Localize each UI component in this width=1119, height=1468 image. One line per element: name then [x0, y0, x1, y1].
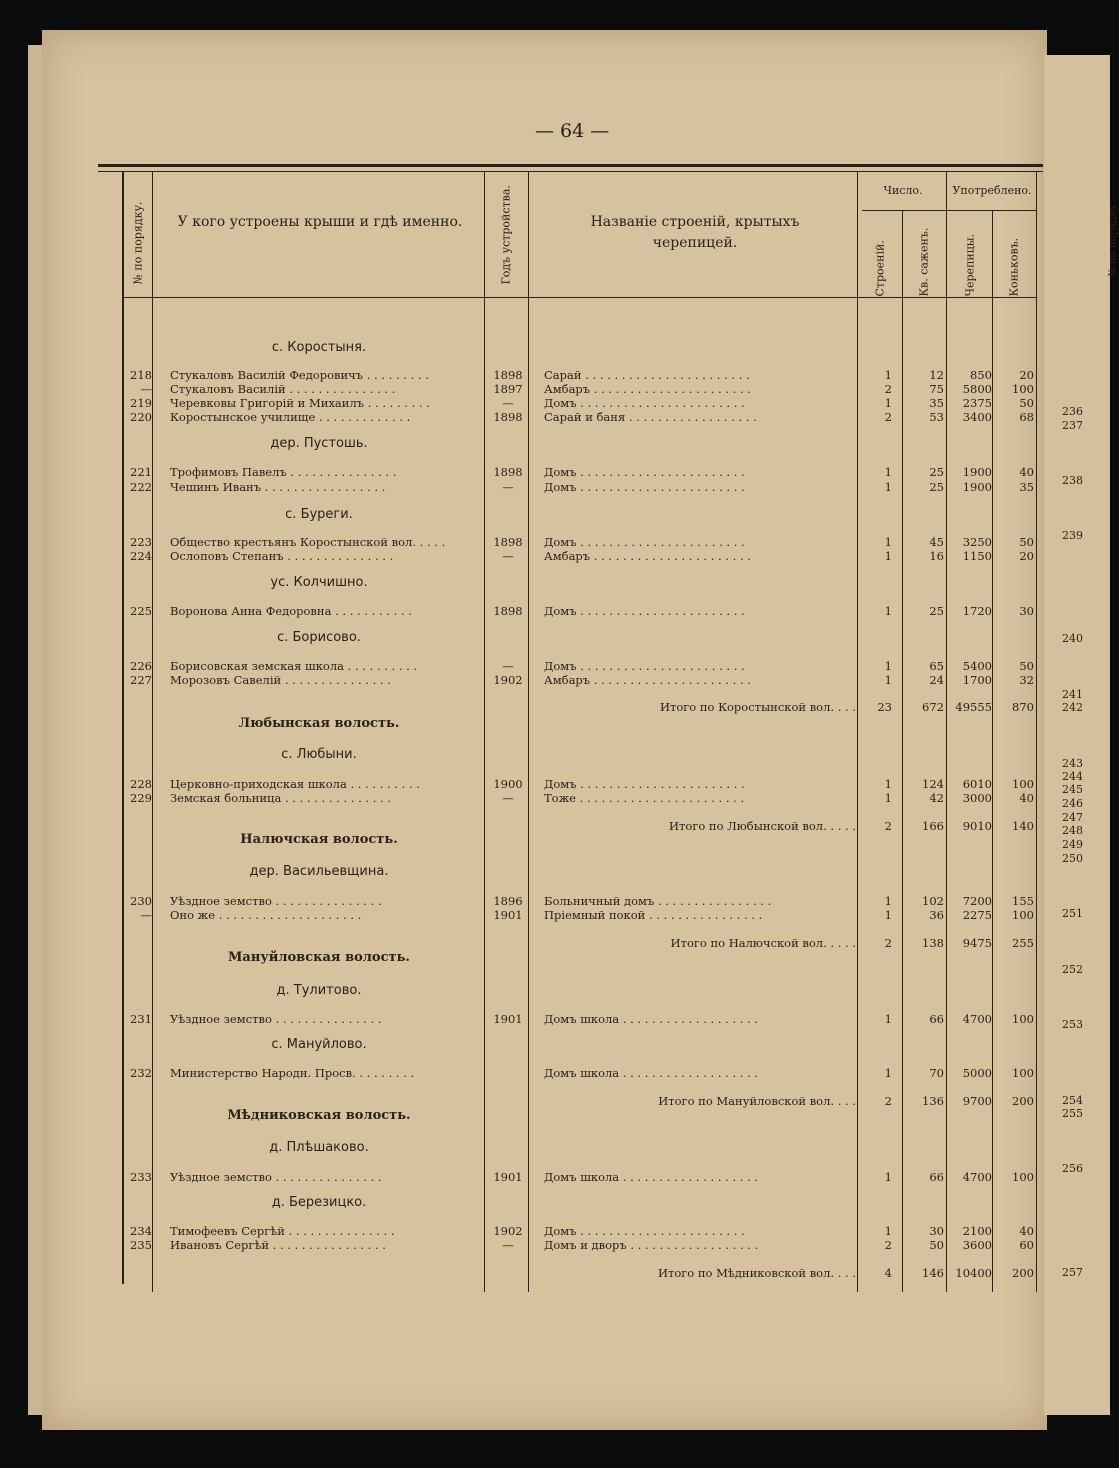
place-heading: с. Мануйлово.	[271, 1037, 367, 1052]
col-line	[484, 172, 485, 1292]
next-page-strip	[1044, 55, 1110, 1415]
row-num: 229	[130, 791, 152, 805]
row-num: —	[140, 382, 152, 396]
next-page-num: 254	[1062, 1094, 1083, 1107]
row-num: 223	[130, 535, 152, 549]
table-row	[124, 1224, 1036, 1238]
next-page-num: 243	[1062, 757, 1083, 770]
row-num: 226	[130, 659, 152, 673]
table-row	[124, 410, 1036, 424]
total-sq: 672	[922, 700, 944, 714]
row-tiles: 3000	[962, 791, 992, 805]
place-heading: дер. Васильевщина.	[249, 864, 389, 879]
row-num: 233	[130, 1170, 152, 1184]
row-owner: Стукаловъ Василій Федоровичъ . . . . . . . . .	[170, 368, 429, 382]
header-buildings: Строеній.	[873, 240, 887, 297]
col-line	[122, 172, 124, 1284]
row-tiles: 5800	[962, 382, 992, 396]
total-label: Итого по Мануйловской вол. . . .	[658, 1094, 856, 1108]
row-owner: Тимофеевъ Сергѣй . . . . . . . . . . . . . . .	[170, 1224, 395, 1238]
volost-heading: Любынская волость.	[238, 716, 400, 731]
total-ridges: 140	[1012, 819, 1034, 833]
row-tiles: 7200	[962, 894, 992, 908]
row-year: 1896	[493, 894, 523, 908]
row-building: Амбаръ . . . . . . . . . . . . . . . . . . . . . .	[544, 382, 751, 396]
place-heading: д. Тулитово.	[276, 983, 362, 998]
col-line	[857, 172, 858, 1292]
place-heading: с. Борисово.	[277, 630, 361, 645]
row-year: —	[502, 549, 514, 563]
row-year: 1902	[493, 1224, 523, 1238]
top-rule	[98, 164, 1043, 167]
row-year: —	[502, 396, 514, 410]
row-buildings: 1	[884, 659, 892, 673]
header-count-group: Число.	[883, 184, 923, 197]
header-rule	[122, 297, 1036, 298]
row-num: 235	[130, 1238, 152, 1252]
row-building: Пріемный покой . . . . . . . . . . . . . . . .	[544, 908, 763, 922]
header-building: Названіе строеній, крытыхъ черепицей.	[590, 214, 800, 251]
row-building: Домъ . . . . . . . . . . . . . . . . . . . . . . .	[544, 480, 745, 494]
total-row	[124, 819, 1036, 833]
row-tiles: 1700	[962, 673, 992, 687]
next-page-num: 255	[1062, 1107, 1083, 1120]
row-num: 231	[130, 1012, 152, 1026]
row-year: 1901	[493, 908, 523, 922]
row-tiles: 850	[970, 368, 992, 382]
row-year: 1898	[493, 465, 523, 479]
header-who: У кого устроены крыши и гдѣ именно.	[177, 214, 463, 230]
row-buildings: 1	[884, 894, 892, 908]
total-sq: 138	[922, 936, 944, 950]
next-page-num: 245	[1062, 783, 1083, 796]
place-heading: дер. Пустошь.	[270, 436, 368, 451]
row-buildings: 1	[884, 604, 892, 618]
total-tiles: 9010	[962, 819, 992, 833]
row-building: Домъ школа . . . . . . . . . . . . . . . . . . .	[544, 1066, 759, 1080]
row-year: —	[502, 659, 514, 673]
row-building: Домъ школа . . . . . . . . . . . . . . . . . . .	[544, 1170, 759, 1184]
row-buildings: 1	[884, 777, 892, 791]
row-tiles: 4700	[962, 1170, 992, 1184]
row-sq: 45	[929, 535, 944, 549]
row-owner: Ивановъ Сергѣй . . . . . . . . . . . . . . . .	[170, 1238, 386, 1252]
row-tiles: 3250	[962, 535, 992, 549]
table-row	[124, 1012, 1036, 1026]
col-line	[152, 172, 153, 1292]
row-buildings: 1	[884, 465, 892, 479]
row-owner: Борисовская земская школа . . . . . . . . . .	[170, 659, 418, 673]
row-sq: 70	[929, 1066, 944, 1080]
row-building: Домъ . . . . . . . . . . . . . . . . . . . . . . .	[544, 777, 745, 791]
table-row	[124, 604, 1036, 618]
row-ridges: 35	[1019, 480, 1034, 494]
row-buildings: 1	[884, 368, 892, 382]
row-sq: 50	[929, 1238, 944, 1252]
row-ridges: 100	[1012, 777, 1034, 791]
row-tiles: 5000	[962, 1066, 992, 1080]
row-owner: Черевковы Григорій и Михаилъ . . . . . . . . .	[170, 396, 430, 410]
row-buildings: 2	[884, 382, 892, 396]
total-tiles: 49555	[955, 700, 992, 714]
row-ridges: 50	[1019, 396, 1034, 410]
row-num: 225	[130, 604, 152, 618]
next-page-num: 241	[1062, 688, 1083, 701]
next-page-num: 251	[1062, 907, 1083, 920]
row-building: Амбаръ . . . . . . . . . . . . . . . . . . . . . .	[544, 673, 751, 687]
next-page-num: 236	[1062, 405, 1083, 418]
place-heading: д. Плѣшаково.	[269, 1140, 369, 1155]
row-sq: 75	[929, 382, 944, 396]
next-page-num: 248	[1062, 824, 1083, 837]
row-owner: Оно же . . . . . . . . . . . . . . . . . . . .	[170, 908, 362, 922]
row-owner: Морозовъ Савелій . . . . . . . . . . . . . . .	[170, 673, 391, 687]
total-sq: 166	[922, 819, 944, 833]
next-page-num: 244	[1062, 770, 1083, 783]
table-row	[124, 1066, 1036, 1080]
row-tiles: 4700	[962, 1012, 992, 1026]
row-sq: 66	[929, 1012, 944, 1026]
volost-heading: Мѣдниковская волость.	[227, 1108, 411, 1123]
total-row	[124, 1094, 1036, 1108]
row-building: Домъ и дворъ . . . . . . . . . . . . . . . . . .	[544, 1238, 759, 1252]
row-ridges: 50	[1019, 535, 1034, 549]
row-tiles: 3600	[962, 1238, 992, 1252]
row-tiles: 5400	[962, 659, 992, 673]
row-num: 228	[130, 777, 152, 791]
row-ridges: 100	[1012, 1012, 1034, 1026]
row-ridges: 68	[1019, 410, 1034, 424]
row-num: 222	[130, 480, 152, 494]
table-row	[124, 549, 1036, 563]
table-row	[124, 1238, 1036, 1252]
row-year: —	[502, 1238, 514, 1252]
row-tiles: 1900	[962, 480, 992, 494]
row-ridges: 100	[1012, 908, 1034, 922]
total-buildings: 2	[884, 819, 892, 833]
row-sq: 30	[929, 1224, 944, 1238]
total-tiles: 10400	[955, 1266, 992, 1280]
row-owner: Церковно-приходская школа . . . . . . . . . .	[170, 777, 420, 791]
header-year: Годъ устройства.	[499, 185, 513, 285]
next-page-num: 242	[1062, 701, 1083, 714]
top-rule-thin	[98, 171, 1043, 172]
row-ridges: 40	[1019, 1224, 1034, 1238]
header-ridges: Коньковъ.	[1007, 237, 1021, 297]
total-label: Итого по Коростынской вол. . . .	[659, 700, 856, 714]
row-building: Домъ . . . . . . . . . . . . . . . . . . . . . . .	[544, 465, 745, 479]
next-page-num: 253	[1062, 1018, 1083, 1031]
row-buildings: 1	[884, 791, 892, 805]
next-page-num: 237	[1062, 419, 1083, 432]
row-owner: Уѣздное земство . . . . . . . . . . . . . . .	[170, 894, 382, 908]
total-buildings: 23	[877, 700, 892, 714]
row-sq: 25	[929, 480, 944, 494]
total-label: Итого по Мѣдниковской вол. . . .	[657, 1266, 856, 1280]
row-num: 232	[130, 1066, 152, 1080]
row-sq: 24	[929, 673, 944, 687]
row-building: Домъ . . . . . . . . . . . . . . . . . . . . . . .	[544, 659, 745, 673]
row-year: 1901	[493, 1012, 523, 1026]
total-tiles: 9475	[962, 936, 992, 950]
next-page-num: 250	[1062, 852, 1083, 865]
next-page-num: 239	[1062, 529, 1083, 542]
row-tiles: 1150	[962, 549, 992, 563]
header-tiles: Черепицы.	[963, 233, 977, 297]
row-year: 1902	[493, 673, 523, 687]
table-row	[124, 480, 1036, 494]
row-building: Больничный домъ . . . . . . . . . . . . . . . .	[544, 894, 772, 908]
total-sq: 136	[922, 1094, 944, 1108]
row-building: Домъ школа . . . . . . . . . . . . . . . . . . .	[544, 1012, 759, 1026]
row-buildings: 1	[884, 1224, 892, 1238]
table-row	[124, 382, 1036, 396]
row-owner: Стукаловъ Василій . . . . . . . . . . . . . . .	[170, 382, 396, 396]
row-sq: 12	[929, 368, 944, 382]
row-num: 219	[130, 396, 152, 410]
next-page-num: 252	[1062, 963, 1083, 976]
row-building: Домъ . . . . . . . . . . . . . . . . . . . . . . .	[544, 535, 745, 549]
row-owner: Министерство Народн. Просв. . . . . . . . .	[170, 1066, 415, 1080]
row-ridges: 40	[1019, 465, 1034, 479]
table-row	[124, 908, 1036, 922]
next-page-num: 249	[1062, 838, 1083, 851]
next-page-num: 240	[1062, 632, 1083, 645]
volost-heading: Налючская волость.	[240, 832, 398, 847]
row-ridges: 40	[1019, 791, 1034, 805]
row-building: Домъ . . . . . . . . . . . . . . . . . . . . . . .	[544, 604, 745, 618]
header-used-group: Употреблено.	[952, 184, 1032, 197]
total-buildings: 4	[884, 1266, 892, 1280]
row-ridges: 100	[1012, 1066, 1034, 1080]
row-buildings: 2	[884, 410, 892, 424]
header-sq-sazhen: Кв. саженъ.	[917, 227, 931, 297]
row-ridges: 100	[1012, 1170, 1034, 1184]
row-sq: 102	[922, 894, 944, 908]
table-row	[124, 673, 1036, 687]
total-ridges: 200	[1012, 1266, 1034, 1280]
row-num: 230	[130, 894, 152, 908]
table-row	[124, 659, 1036, 673]
volost-heading: Мануйловская волость.	[228, 950, 410, 965]
row-tiles: 2100	[962, 1224, 992, 1238]
row-year: 1898	[493, 410, 523, 424]
total-label: Итого по Любынской вол. . . . .	[669, 819, 856, 833]
row-sq: 25	[929, 465, 944, 479]
next-page-num: 257	[1062, 1266, 1083, 1279]
row-num: 221	[130, 465, 152, 479]
table-row	[124, 791, 1036, 805]
col-line	[528, 172, 529, 1292]
group-rule	[862, 210, 1036, 211]
row-ridges: 20	[1019, 549, 1034, 563]
row-sq: 36	[929, 908, 944, 922]
place-heading: д. Березицко.	[271, 1195, 367, 1210]
row-owner: Чешинъ Иванъ . . . . . . . . . . . . . . . . .	[170, 480, 386, 494]
row-year: 1898	[493, 535, 523, 549]
col-line	[946, 172, 947, 1292]
row-num: —	[140, 908, 152, 922]
total-row	[124, 700, 1036, 714]
row-buildings: 1	[884, 673, 892, 687]
row-building: Домъ . . . . . . . . . . . . . . . . . . . . . . .	[544, 396, 745, 410]
table-row	[124, 396, 1036, 410]
row-building: Амбаръ . . . . . . . . . . . . . . . . . . . . . .	[544, 549, 751, 563]
row-num: 224	[130, 549, 152, 563]
table-row	[124, 1170, 1036, 1184]
next-page-header: № по порядку.	[1107, 201, 1119, 277]
next-page-num: 256	[1062, 1162, 1083, 1175]
row-buildings: 2	[884, 1238, 892, 1252]
row-owner: Воронова Анна Федоровна . . . . . . . . . . .	[170, 604, 412, 618]
next-page-num: 238	[1062, 474, 1083, 487]
next-page-num: 246	[1062, 797, 1083, 810]
row-buildings: 1	[884, 908, 892, 922]
table-row	[124, 894, 1036, 908]
place-heading: с. Коростыня.	[271, 340, 367, 355]
row-owner: Трофимовъ Павелъ . . . . . . . . . . . . . . .	[170, 465, 397, 479]
row-tiles: 2375	[962, 396, 992, 410]
table-row	[124, 777, 1036, 791]
total-ridges: 870	[1012, 700, 1034, 714]
row-owner: Общество крестьянъ Коростынской вол. . . . .	[170, 535, 446, 549]
row-year: 1901	[493, 1170, 523, 1184]
row-buildings: 1	[884, 396, 892, 410]
row-sq: 42	[929, 791, 944, 805]
row-ridges: 32	[1019, 673, 1034, 687]
row-buildings: 1	[884, 1066, 892, 1080]
place-heading: ус. Колчишно.	[270, 575, 368, 590]
row-owner: Земская больница . . . . . . . . . . . . . . .	[170, 791, 391, 805]
row-ridges: 155	[1012, 894, 1034, 908]
row-buildings: 1	[884, 480, 892, 494]
table-row	[124, 368, 1036, 382]
row-sq: 66	[929, 1170, 944, 1184]
total-buildings: 2	[884, 1094, 892, 1108]
row-building: Тоже . . . . . . . . . . . . . . . . . . . . . . .	[544, 791, 745, 805]
page-number: — 64 —	[535, 120, 610, 142]
row-ridges: 100	[1012, 382, 1034, 396]
next-page-num: 247	[1062, 811, 1083, 824]
row-building: Сарай и баня . . . . . . . . . . . . . . . . . .	[544, 410, 757, 424]
row-owner: Ослоповъ Степанъ . . . . . . . . . . . . . . .	[170, 549, 394, 563]
row-num: 234	[130, 1224, 152, 1238]
row-tiles: 6010	[962, 777, 992, 791]
row-ridges: 30	[1019, 604, 1034, 618]
total-sq: 146	[922, 1266, 944, 1280]
row-ridges: 50	[1019, 659, 1034, 673]
row-owner: Уѣздное земство . . . . . . . . . . . . . . .	[170, 1170, 382, 1184]
row-num: 227	[130, 673, 152, 687]
row-year: 1898	[493, 368, 523, 382]
total-ridges: 255	[1012, 936, 1034, 950]
row-sq: 16	[929, 549, 944, 563]
row-sq: 35	[929, 396, 944, 410]
total-buildings: 2	[884, 936, 892, 950]
total-ridges: 200	[1012, 1094, 1034, 1108]
row-year: 1898	[493, 604, 523, 618]
table-row	[124, 465, 1036, 479]
row-ridges: 20	[1019, 368, 1034, 382]
row-year: 1900	[493, 777, 523, 791]
row-sq: 65	[929, 659, 944, 673]
row-buildings: 1	[884, 1170, 892, 1184]
row-tiles: 2275	[962, 908, 992, 922]
row-building: Домъ . . . . . . . . . . . . . . . . . . . . . . .	[544, 1224, 745, 1238]
row-buildings: 1	[884, 1012, 892, 1026]
row-sq: 124	[922, 777, 944, 791]
row-num: 218	[130, 368, 152, 382]
total-tiles: 9700	[962, 1094, 992, 1108]
row-buildings: 1	[884, 535, 892, 549]
place-heading: с. Любыни.	[281, 747, 357, 762]
row-tiles: 1900	[962, 465, 992, 479]
row-year: —	[502, 791, 514, 805]
row-ridges: 60	[1019, 1238, 1034, 1252]
table-row	[124, 535, 1036, 549]
row-building: Сарай . . . . . . . . . . . . . . . . . . . . . . .	[544, 368, 750, 382]
place-heading: с. Буреги.	[285, 507, 353, 522]
row-sq: 53	[929, 410, 944, 424]
row-year: —	[502, 480, 514, 494]
row-num: 220	[130, 410, 152, 424]
row-sq: 25	[929, 604, 944, 618]
col-line	[1036, 172, 1037, 1292]
row-year: 1897	[493, 382, 523, 396]
row-tiles: 1720	[962, 604, 992, 618]
row-tiles: 3400	[962, 410, 992, 424]
total-label: Итого по Налючской вол. . . . .	[670, 936, 856, 950]
row-buildings: 1	[884, 549, 892, 563]
header-num: № по порядку.	[131, 201, 145, 285]
total-row	[124, 936, 1036, 950]
total-row	[124, 1266, 1036, 1280]
row-owner: Уѣздное земство . . . . . . . . . . . . . . .	[170, 1012, 382, 1026]
row-owner: Коростынское училище . . . . . . . . . . . . .	[170, 410, 411, 424]
